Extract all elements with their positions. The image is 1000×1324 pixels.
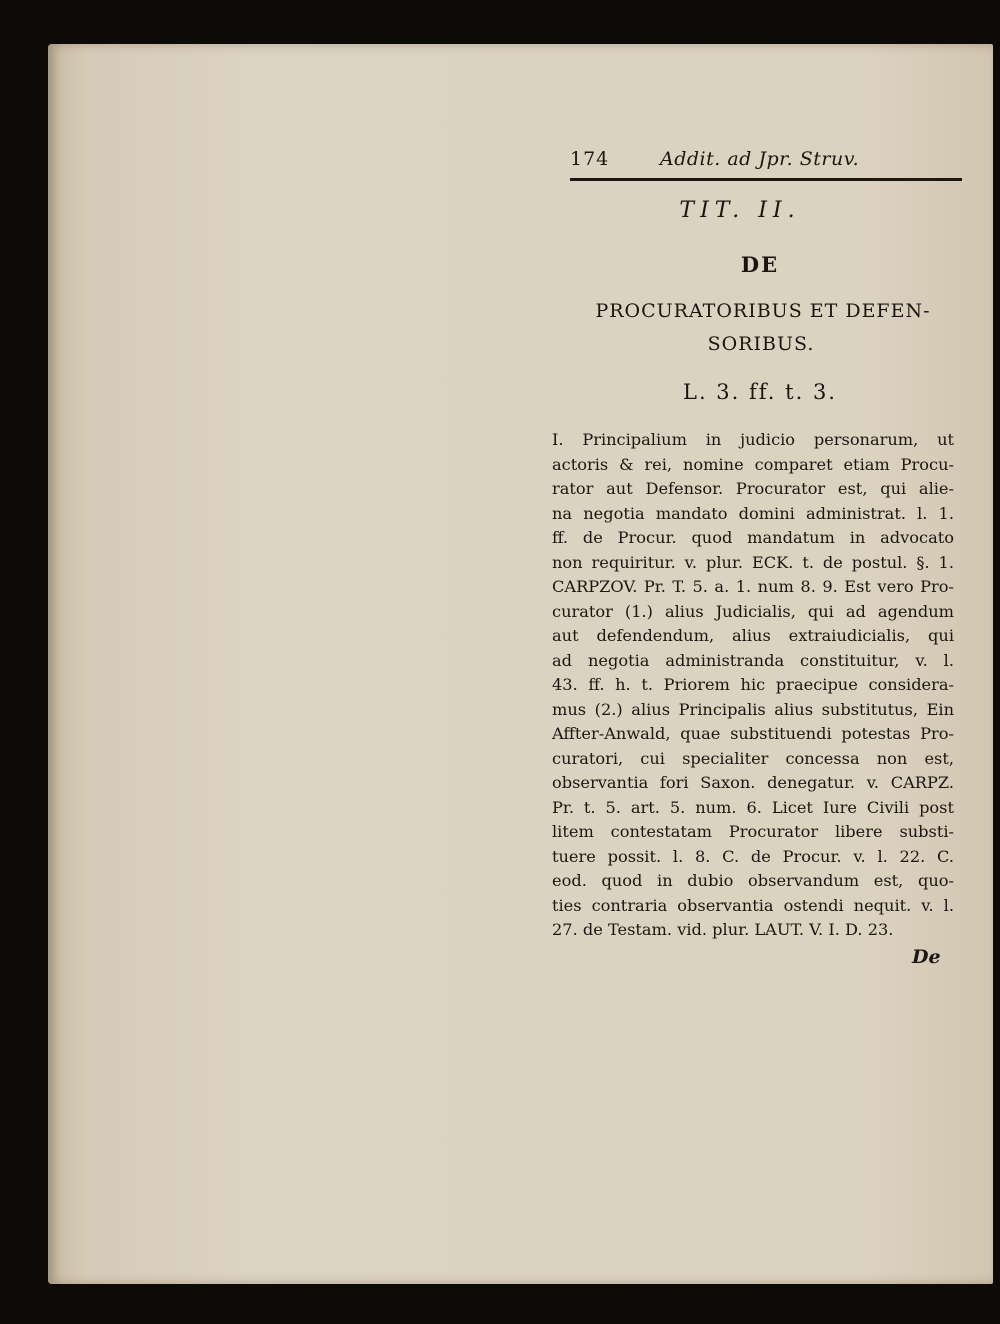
- text-line: 43. ff. h. t. Priorem hic praecipue considera-: [552, 675, 954, 694]
- title-number: TIT. II.: [679, 198, 801, 223]
- text-line: 27. de Testam. vid. plur. LAUT. V. I. D. 23.: [552, 920, 894, 939]
- page-number: 174: [570, 148, 610, 170]
- text-line: ff. de Procur. quod mandatum in advocato: [552, 528, 954, 547]
- title-de: DE: [740, 252, 780, 277]
- body-paragraph: [552, 428, 954, 943]
- text-line: Affter-Anwald, quae substituendi potestas Pro-: [552, 724, 954, 743]
- text-line: ties contraria observantia ostendi nequit. v. l.: [552, 895, 954, 915]
- title-heading-line-1: PROCURATORIBUS ET DEFEN-: [595, 300, 931, 322]
- text-line: actoris & rei, nomine comparet etiam Procu-: [552, 454, 954, 474]
- text-line: Pr. t. 5. art. 5. num. 6. Licet Iure Civili post: [552, 797, 954, 817]
- text-line: CARPZOV. Pr. T. 5. a. 1. num 8. 9. Est vero Pro-: [552, 577, 954, 596]
- text-line: tuere possit. l. 8. C. de Procur. v. l. 22. C.: [552, 846, 954, 866]
- catchword: De: [912, 946, 941, 968]
- running-head: Addit. ad Jpr. Struv.: [660, 148, 860, 170]
- header-rule: [570, 178, 962, 181]
- title-heading-line-2: SORIBUS.: [707, 333, 815, 355]
- text-line: mus (2.) alius Principalis alius substitutus, Ein: [552, 699, 954, 719]
- page-header: [568, 148, 958, 178]
- text-line: non requiritur. v. plur. ECK. t. de postul. §. 1.: [552, 552, 954, 572]
- text-line: rator aut Defensor. Procurator est, qui alie-: [552, 479, 954, 498]
- text-line: litem contestatam Procurator libere substi-: [552, 822, 954, 841]
- text-line: aut defendendum, alius extraiudicialis, qui: [552, 626, 954, 645]
- text-line: I. Principalium in judicio personarum, ut: [552, 430, 954, 449]
- text-line: observantia fori Saxon. denegatur. v. CARPZ.: [552, 773, 954, 792]
- text-line: curatori, cui specialiter concessa non est,: [552, 748, 954, 768]
- text-line: na negotia mandato domini administrat. l. 1.: [552, 503, 954, 523]
- title-reference: L. 3. ff. t. 3.: [683, 380, 837, 404]
- text-line: curator (1.) alius Judicialis, qui ad agendum: [552, 601, 954, 621]
- text-line: ad negotia administranda constituitur, v. l.: [552, 650, 954, 670]
- text-line: eod. quod in dubio observandum est, quo-: [552, 871, 954, 890]
